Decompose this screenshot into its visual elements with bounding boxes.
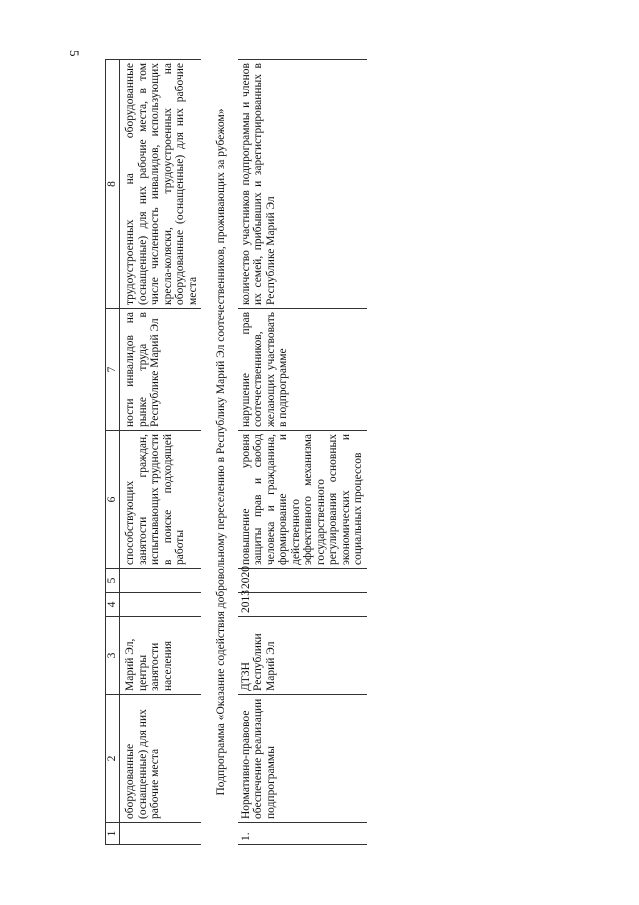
cell-start-year: 2013 bbox=[238, 593, 367, 617]
column-header-5: 5 bbox=[106, 569, 120, 593]
column-header-7: 7 bbox=[106, 309, 120, 431]
table-row bbox=[238, 60, 367, 845]
page-number: 5 bbox=[67, 50, 82, 57]
table-row bbox=[122, 60, 201, 845]
column-header-4: 4 bbox=[106, 593, 120, 617]
subprogram-row bbox=[201, 60, 238, 845]
column-header-3: 3 bbox=[106, 617, 120, 695]
cell-number bbox=[122, 823, 201, 845]
cell-executor: ДТЗН Республики Марий Эл bbox=[238, 617, 367, 695]
cell-start-year bbox=[122, 593, 201, 617]
cell-expected-result: способствующих занятости граждан, испытывающих трудности в поиске подходящей работы bbox=[122, 431, 201, 569]
cell-end-year: 2020 bbox=[238, 569, 367, 593]
cell-number: 1. bbox=[238, 823, 367, 845]
program-measures-table bbox=[105, 59, 367, 845]
cell-indicator: количество участников подпрограммы и членов их семей, прибывших и зарегистрированных в Республике Марий Эл bbox=[238, 60, 367, 309]
column-header-6: 6 bbox=[106, 431, 120, 569]
subprogram-title: Подпрограмма «Оказание содействия добровольному переселению в Республику Марий Эл соотечественников, проживающих за рубежом» bbox=[215, 108, 227, 796]
column-number-row bbox=[106, 60, 120, 845]
column-header-2: 2 bbox=[106, 695, 120, 823]
rotated-landscape-page bbox=[105, 60, 520, 845]
cell-measure-name: оборудованные (оснащенные) для них рабочие места bbox=[122, 695, 201, 823]
cell-consequences: нарушение прав соотечественников, желающих участвовать в подпрограмме bbox=[238, 309, 367, 431]
cell-consequences: ности инвалидов на рынке труда в Республике Марий Эл bbox=[122, 309, 201, 431]
cell-indicator: трудоустроенных на оборудованные (оснащенные) для них рабочие места, в том числе численность инвалидов, использующих кресла-коляски, трудоустроенных на оборудованные (оснащенные) для них рабочие места bbox=[122, 60, 201, 309]
cell-end-year bbox=[122, 569, 201, 593]
cell-expected-result: повышение уровня защиты прав и свобод человека и гражданина, формирование и действенного эффективного механизма государственного регулирования основных экономических и социальных процессов bbox=[238, 431, 367, 569]
cell-executor: Марий Эл, центры занятости населения bbox=[122, 617, 201, 695]
column-header-1: 1 bbox=[106, 823, 120, 845]
cell-measure-name: Нормативно-правовое обеспечение реализации подпрограммы bbox=[238, 695, 367, 823]
column-header-8: 8 bbox=[106, 60, 120, 309]
